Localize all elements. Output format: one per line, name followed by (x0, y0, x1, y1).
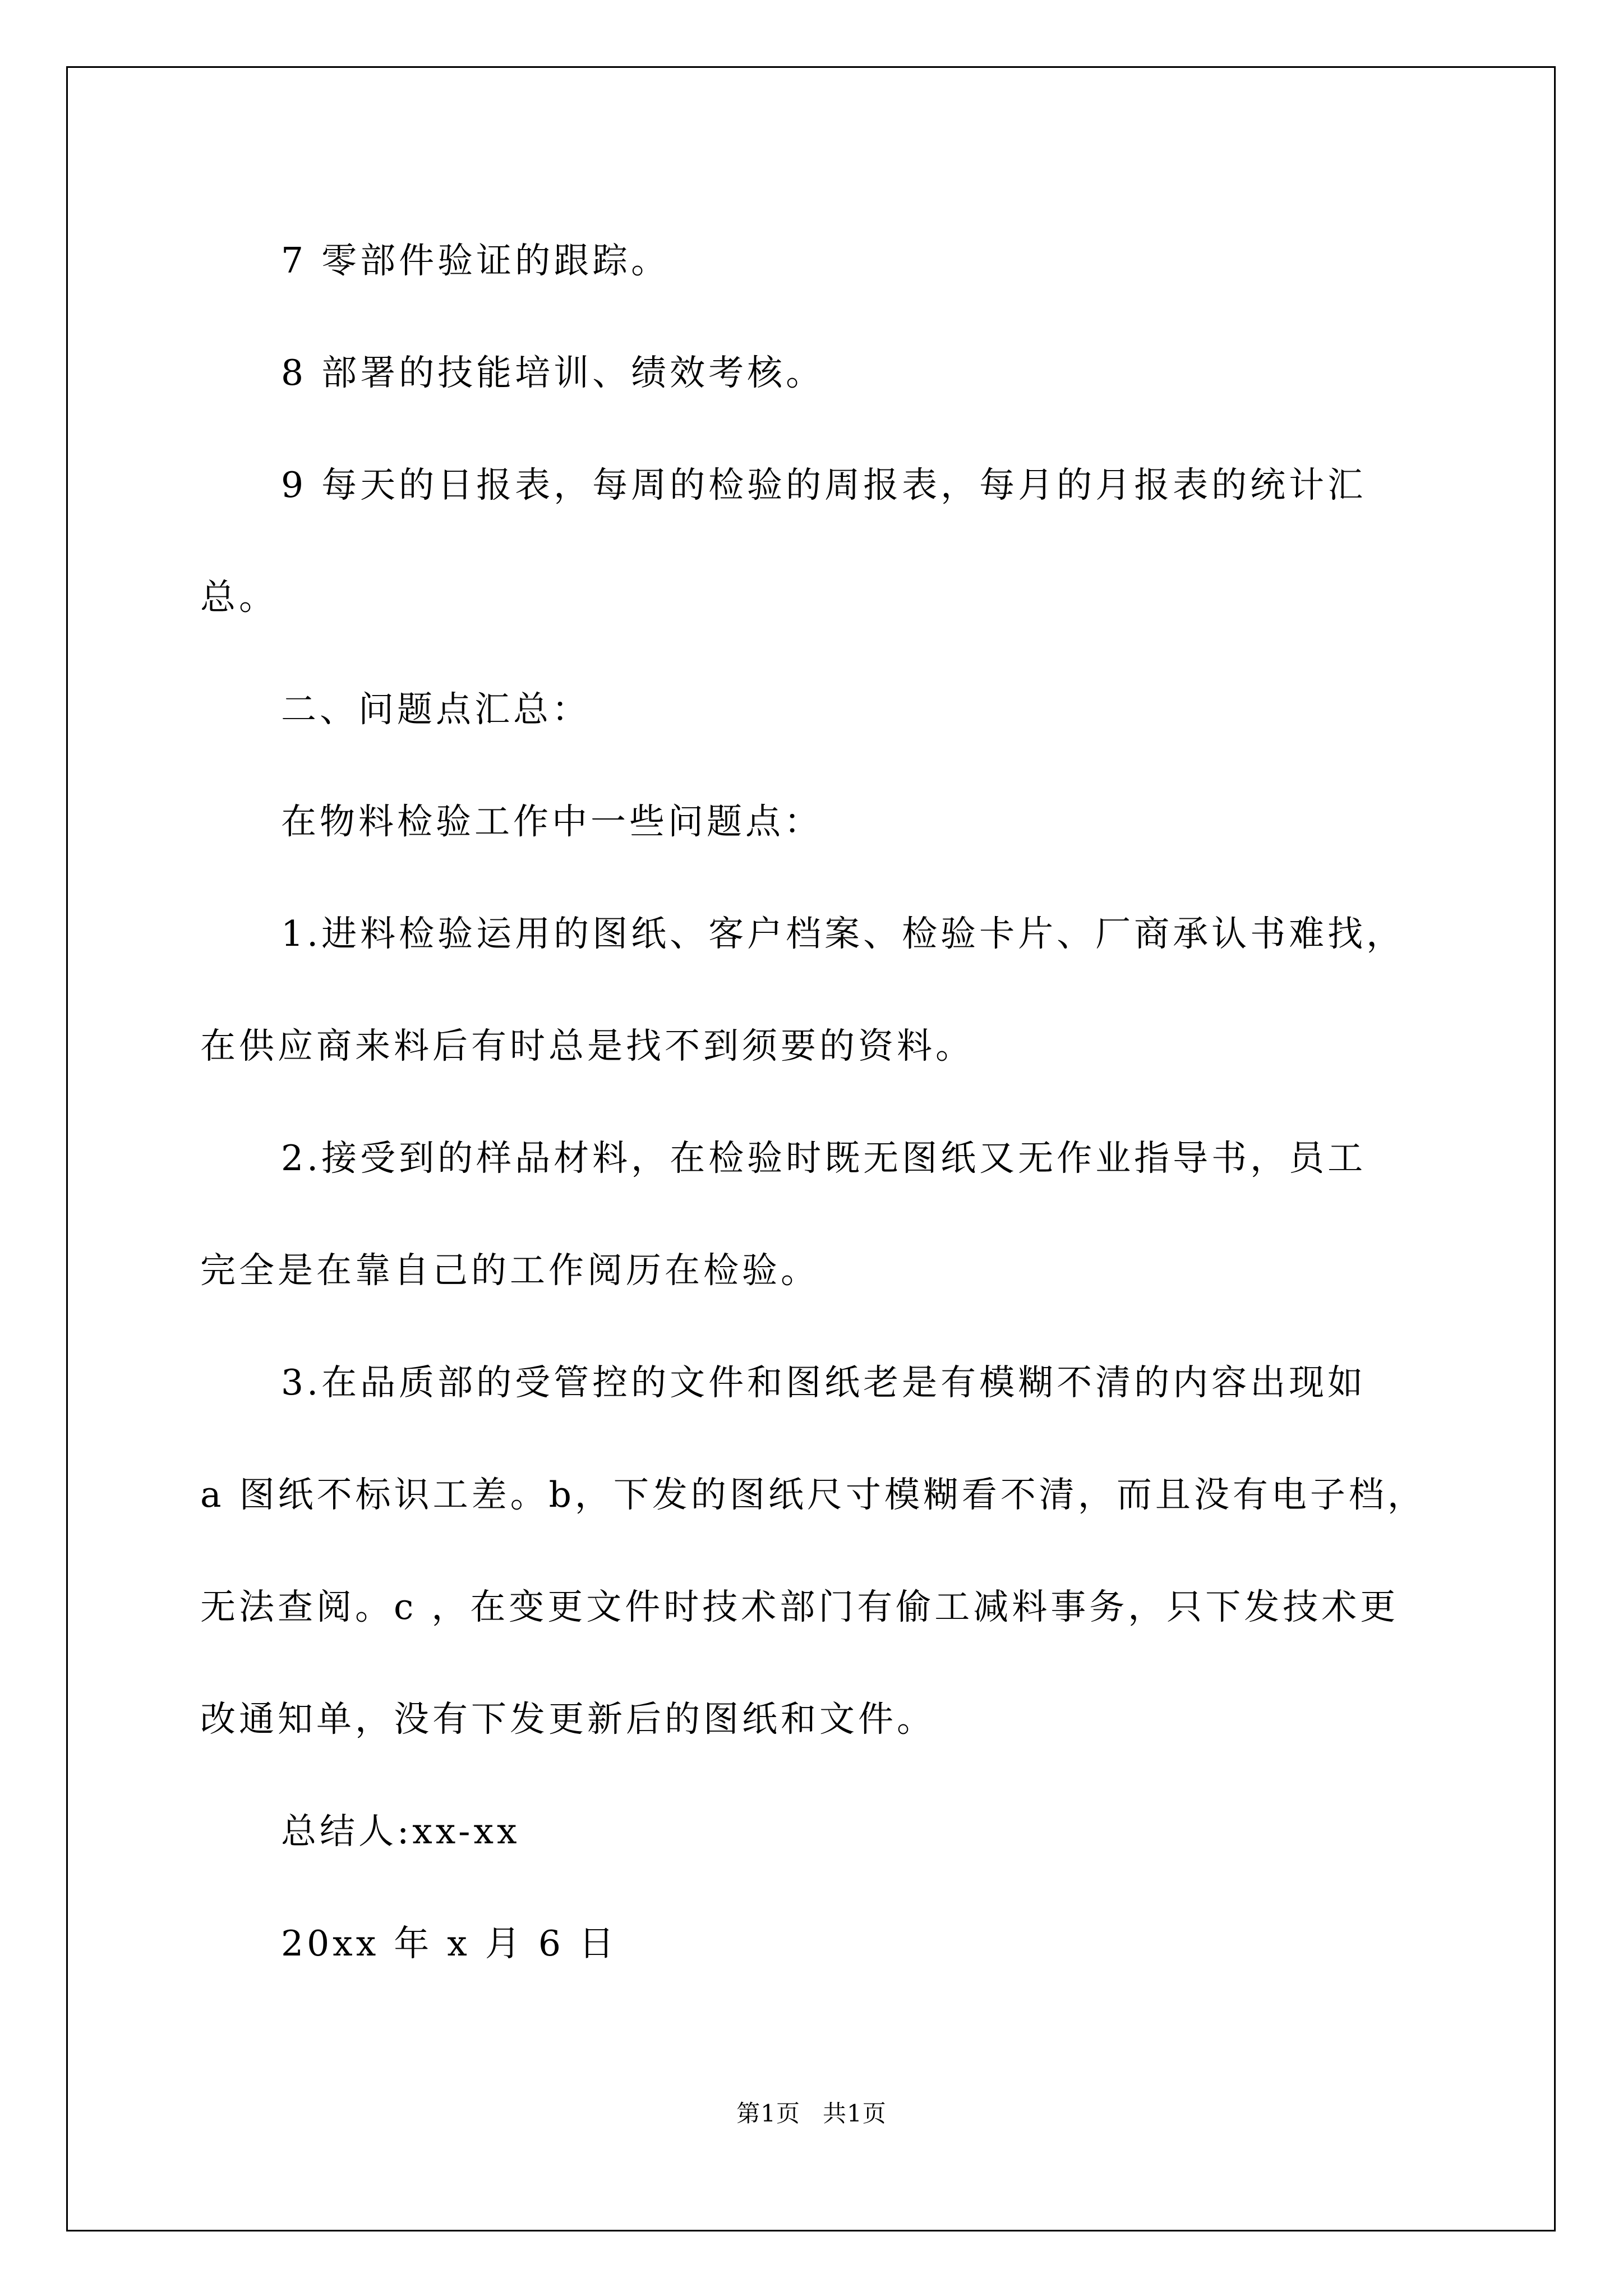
author-line: 总结人:xx-xx (281, 1811, 520, 1852)
section-heading-2: 二、问题点汇总： (281, 689, 591, 730)
problem-2-continued: 完全是在靠自己的工作阅历在检验。 (200, 1250, 819, 1291)
problem-1-continued: 在供应商来料后有时总是找不到须要的资料。 (200, 1025, 974, 1066)
page-footer (0, 2095, 1623, 2129)
problem-3-continued-a: a 图纸不标识工差。b，下发的图纸尺寸模糊看不清，而且没有电子档， (200, 1474, 1426, 1515)
problem-3: 3.在品质部的受管控的文件和图纸老是有模糊不清的内容出现如 (281, 1362, 1367, 1403)
list-item-9: 9 每天的日报表，每周的检验的周报表，每月的月报表的统计汇 (281, 464, 1367, 505)
list-item-9-continued: 总。 (200, 577, 278, 618)
problem-1: 1.进料检验运用的图纸、客户档案、检验卡片、厂商承认书难找， (281, 913, 1405, 954)
page-number-current: 第1页 (736, 2100, 800, 2127)
section-intro: 在物料检验工作中一些问题点： (281, 801, 823, 842)
list-item-8: 8 部署的技能培训、绩效考核。 (281, 352, 825, 393)
problem-2: 2.接受到的样品材料，在检验时既无图纸又无作业指导书，员工 (281, 1138, 1367, 1179)
page-number-total: 共1页 (823, 2100, 887, 2127)
document-body (200, 205, 1434, 2000)
list-item-7: 7 零部件验证的跟踪。 (281, 240, 670, 281)
problem-3-continued-b: 无法查阅。c ，在变更文件时技术部门有偷工减料事务，只下发技术更 (200, 1586, 1399, 1627)
date-line: 20xx 年 x 月 6 日 (281, 1923, 617, 1964)
problem-3-continued-c: 改通知单，没有下发更新后的图纸和文件。 (200, 1699, 935, 1740)
